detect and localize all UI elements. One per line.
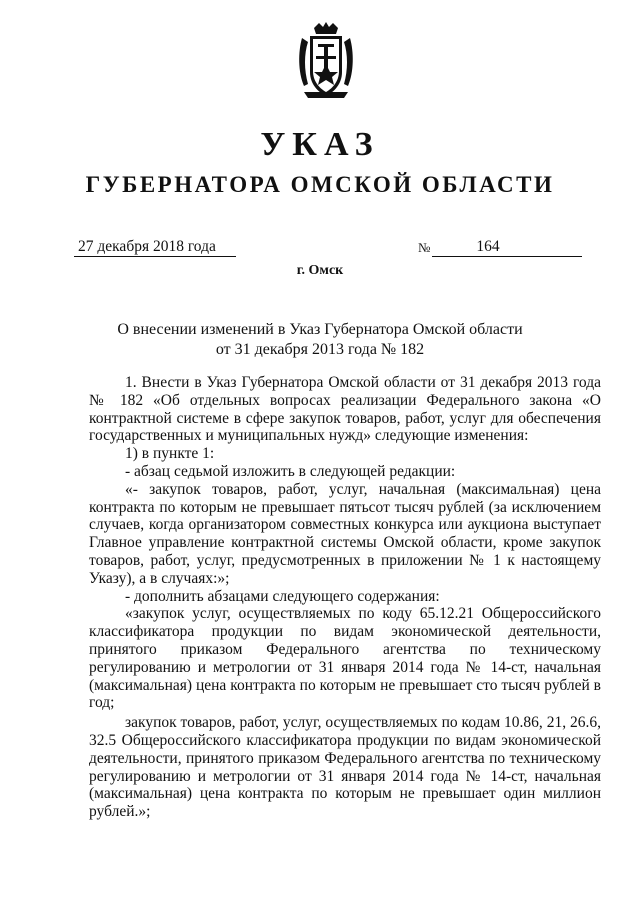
subject-line-2: от 31 декабря 2013 года № 182 [215,341,425,358]
paragraph-6: «закупок услуг, осуществляемых по коду 65.12.21 Общероссийского классификатора продукции по видам экономической деятельности, принятого приказом Федерального агентства по техническому регулированию и метрологии от 31 января 2014 года № 14-ст, начальная (максимальная) цена контракта по которым не превышает сто тысяч рублей в год; [89,605,601,712]
paragraph-5: - дополнить абзацами следующего содержания: [125,587,440,605]
document-subtitle: ГУБЕРНАТОРА ОМСКОЙ ОБЛАСТИ [85,172,555,197]
document-number-field [418,238,582,257]
document-title: УКАЗ [260,126,380,163]
document-date: 27 декабря 2018 года [74,238,236,257]
subject-line-1: О внесении изменений в Указ Губернатора Омской области [117,321,523,338]
document-subject [80,320,560,360]
coat-of-arms-emblem [294,22,358,100]
paragraph-7: закупок товаров, работ, услуг, осуществляемых по кодам 10.86, 21, 26.6, 32.5 Общероссийского классификатора продукции по видам экономической деятельности, принятого приказом Федерального агентства по техническому регулированию и метрологии от 31 января 2014 года № 14-ст, начальная (максимальная) цена контракта по которым не превышает один миллион рублей.»; [89,714,601,821]
paragraph-2: 1) в пункте 1: [125,445,215,463]
document-city: г. Омск [296,263,344,278]
paragraph-4: «- закупок товаров, работ, услуг, начальная (максимальная) цена контракта по которым не превышает пятьсот тысяч рублей (за исключением случаев, когда организатором совместных конкурса или аукциона выступает Главное управление контрактной системы Омской области, кроме закупок товаров, работ, услуг, предусмотренных в приложении № 1 к настоящему Указу), а в случаях:»; [89,480,601,587]
document-number: 164 [432,238,582,257]
number-sign: № [418,240,431,255]
document-body [89,374,601,821]
paragraph-1: 1. Внести в Указ Губернатора Омской области от 31 декабря 2013 года № 182 «Об отдельных вопросах реализации Федерального закона «О контрактной системе в сфере закупок товаров, работ, услуг для обеспечения государственных и муниципальных нужд» следующие изменения: [89,374,601,445]
paragraph-3: - абзац седьмой изложить в следующей редакции: [125,462,456,480]
